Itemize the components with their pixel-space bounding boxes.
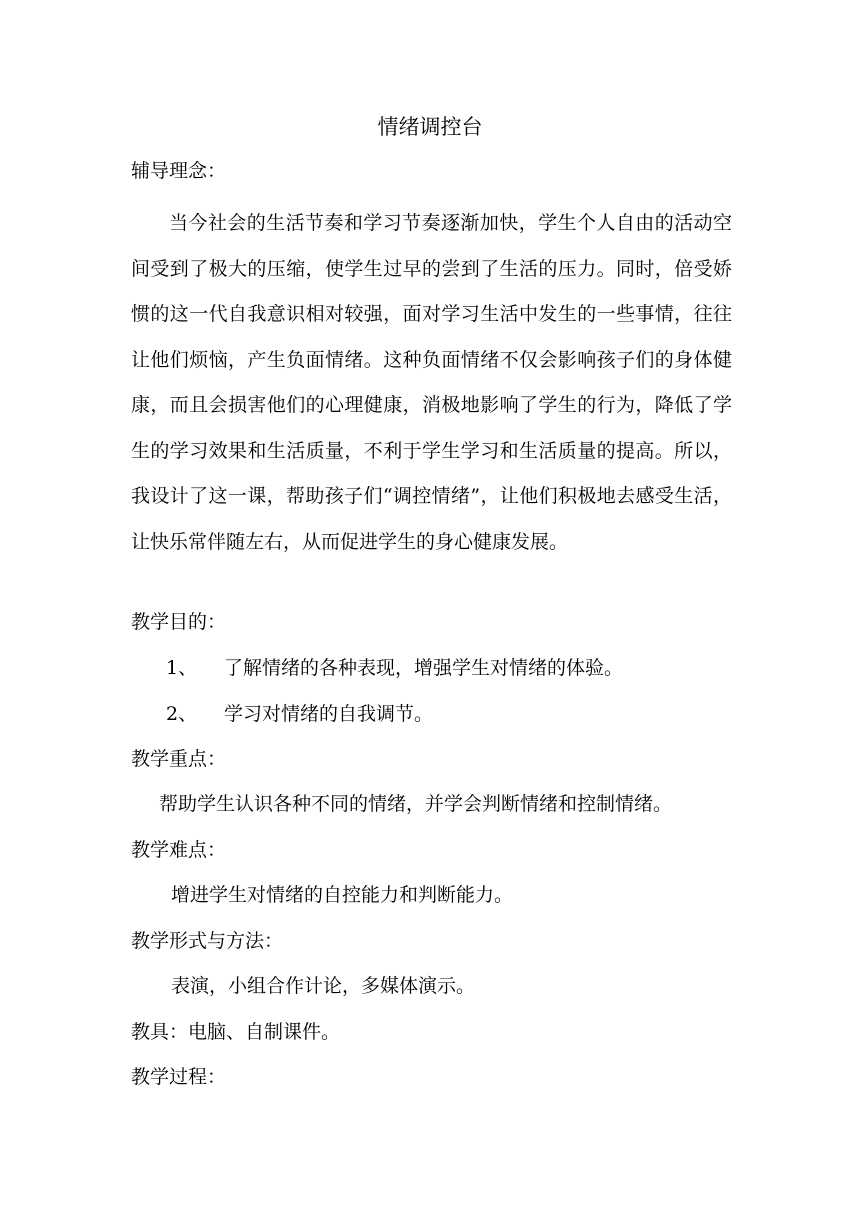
goal-item-1-number: 1、 [166,657,198,679]
philosophy-heading: 辅导理念： [131,160,227,182]
goal-item-2-number: 2、 [166,703,198,725]
document-title: 情绪调控台 [377,115,483,139]
difficulties-body: 增进学生对情绪的自控能力和判断能力。 [171,884,514,906]
difficulties-heading: 教学难点： [131,839,227,861]
philosophy-body: 当今社会的生活节奏和学习节奏逐渐加快，学生个人自由的活动空间受到了极大的压缩，使学生过早的尝到了生活的压力。同时，倍受娇惯的这一代自我意识相对较强，面对学习生活中发生的一些事情，往往让他们烦恼，产生负面情绪。这种负面情绪不仅会影响孩子们的身体健康，而且会损害他们的心理健康，消极地影响了学生的行为，降低了学生的学习效果和生活质量，不利于学生学习和生活质量的提高。所以，我设计了这一课，帮助孩子们“调控情绪”，让他们积极地去感受生活，让快乐常伴随左右，从而促进学生的身心健康发展。 [131,212,732,553]
goal-item-1-text: 了解情绪的各种表现，增强学生对情绪的体验。 [224,657,624,679]
process-heading: 教学过程： [131,1066,227,1088]
key-points-body: 帮助学生认识各种不同的情绪，并学会判断情绪和控制情绪。 [159,793,673,815]
goals-heading: 教学目的： [131,611,227,633]
methods-body: 表演，小组合作计论，多媒体演示。 [171,975,476,997]
goal-item-1 [166,655,623,681]
tools-line: 教具：电脑、自制课件。 [131,1021,341,1043]
goal-item-2 [166,701,433,727]
methods-heading: 教学形式与方法： [131,930,284,952]
key-points-heading: 教学重点： [131,748,227,770]
goal-item-2-text: 学习对情绪的自我调节。 [224,703,434,725]
